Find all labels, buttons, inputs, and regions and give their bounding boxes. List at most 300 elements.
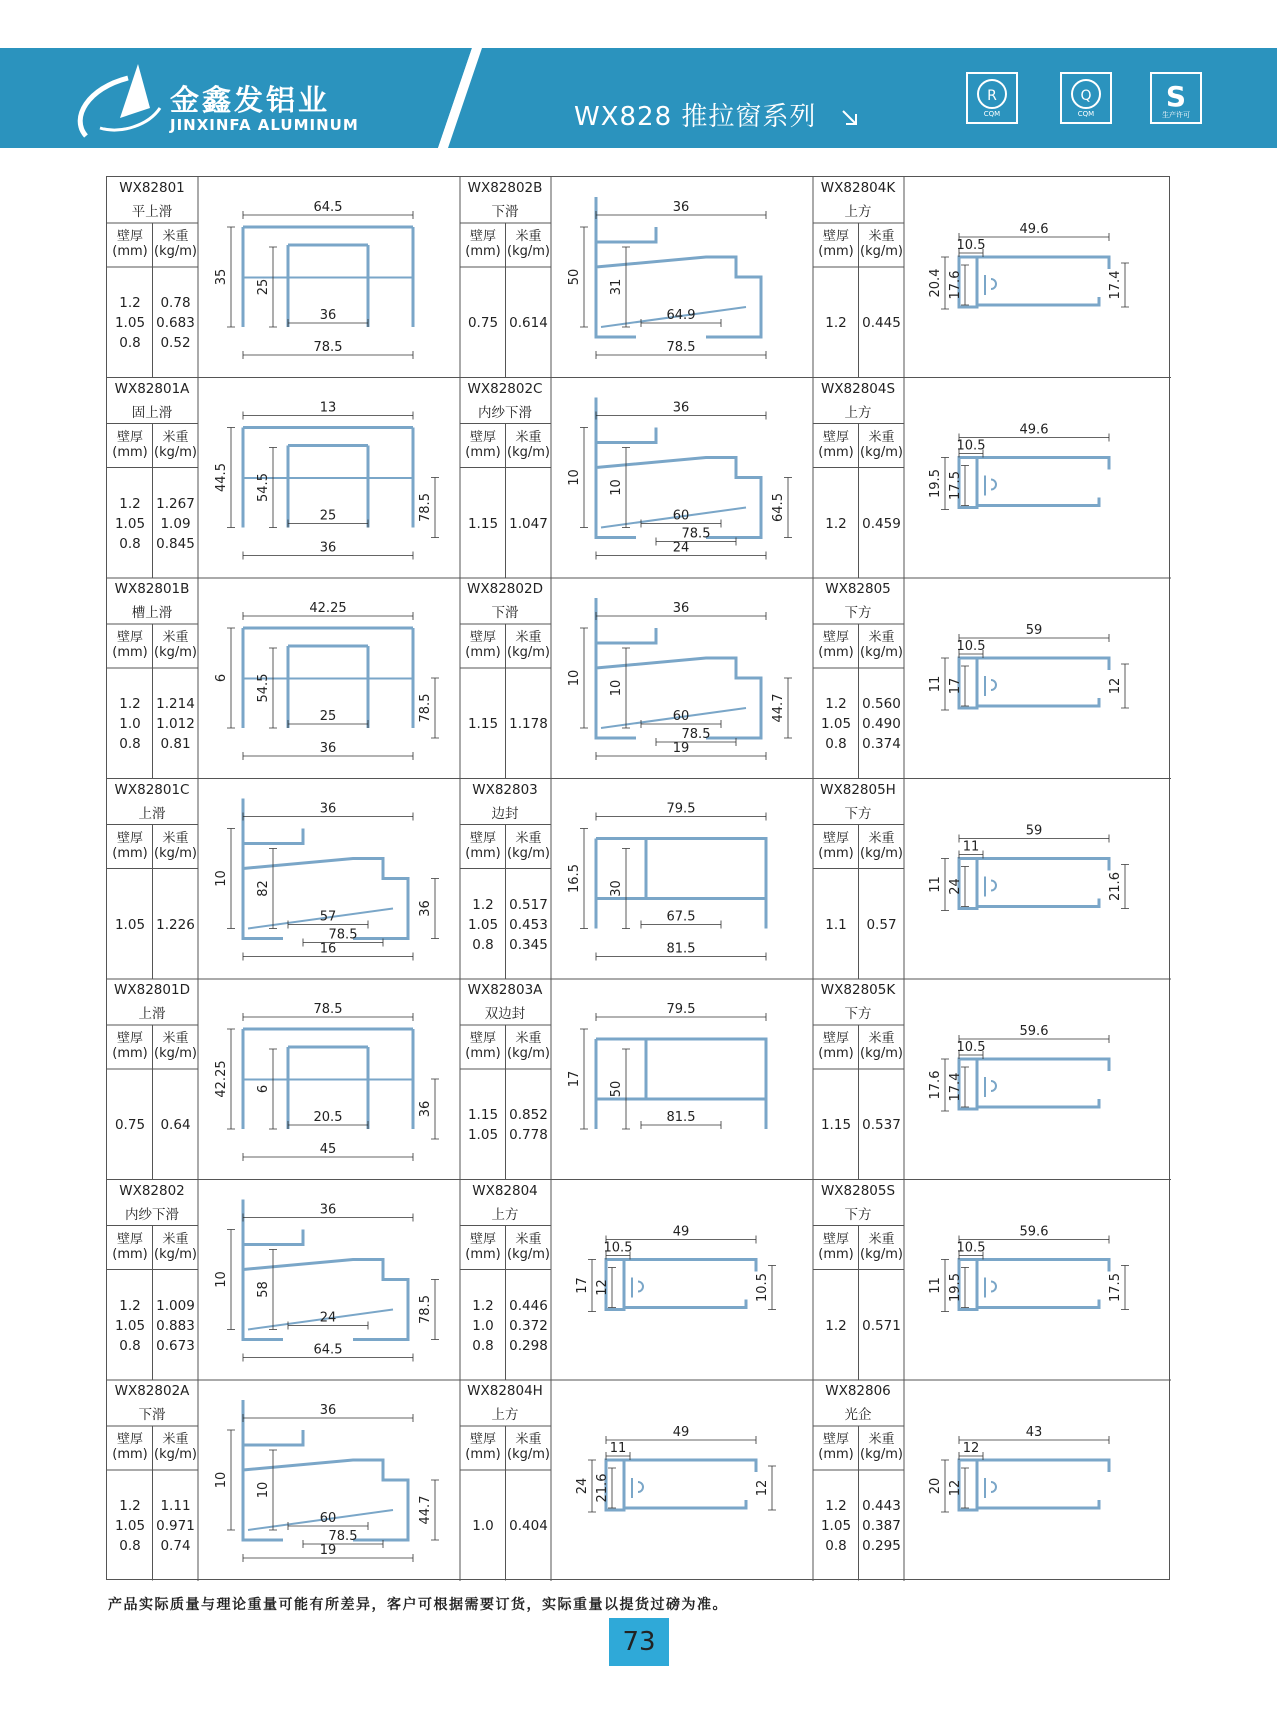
thickness-unit: (mm) (818, 244, 854, 259)
dimension-label: 81.5 (666, 941, 696, 957)
weight-value: 0.453 (509, 916, 548, 933)
profile-name: 边封 (491, 805, 519, 822)
thickness-value: 0.8 (119, 1337, 141, 1354)
weight-header: 米重 (515, 429, 542, 445)
weight-unit: (kg/m) (860, 244, 903, 259)
profile-drawing-wx82803a (567, 1002, 766, 1129)
thickness-unit: (mm) (818, 645, 854, 660)
weight-value: 0.852 (509, 1107, 548, 1124)
weight-unit: (kg/m) (154, 1447, 197, 1462)
profile-name: 上方 (844, 404, 872, 421)
dimension-label: 24 (575, 1477, 590, 1495)
page-number: 73 (609, 1618, 669, 1666)
profile-code: WX82801B (114, 581, 190, 597)
thickness-value: 1.1 (825, 916, 847, 933)
weight-header: 米重 (162, 229, 189, 244)
thickness-header: 壁厚 (116, 1031, 143, 1046)
dimension-label: 50 (567, 268, 582, 286)
weight-value: 0.490 (862, 716, 901, 733)
profile-name: 光企 (844, 1407, 872, 1423)
thickness-unit: (mm) (112, 645, 148, 660)
profile-drawing-wx82803 (567, 802, 766, 961)
weight-value: 0.374 (862, 736, 901, 753)
dimension-label: 10 (567, 669, 582, 687)
dimension-label: 49.6 (1019, 422, 1049, 438)
dimension-label: 42.25 (214, 1060, 229, 1098)
thickness-header: 壁厚 (822, 1231, 849, 1247)
dimension-label: 10.5 (956, 438, 986, 454)
profile-drawing-wx82802c (567, 398, 792, 560)
thickness-value: 1.2 (472, 1297, 494, 1314)
profile-code: WX82803 (472, 781, 538, 798)
thickness-header: 壁厚 (469, 1031, 496, 1046)
profile-drawing-wx82802a (214, 1400, 439, 1562)
profile-code: WX82802D (467, 581, 543, 597)
profile-name: 上滑 (138, 805, 166, 822)
dimension-label: 17.4 (1108, 270, 1123, 300)
profile-drawing-wx82802b (567, 197, 766, 359)
weight-unit: (kg/m) (860, 1246, 903, 1262)
dimension-label: 10.5 (755, 1273, 770, 1302)
dimension-label: 11 (928, 675, 943, 693)
profile-name: 平上滑 (131, 204, 173, 220)
weight-header: 米重 (868, 1231, 895, 1247)
thickness-value: 1.2 (472, 896, 494, 913)
thickness-value: 0.8 (119, 535, 141, 552)
weight-header: 米重 (515, 1231, 542, 1247)
weight-value: 0.445 (862, 315, 901, 332)
thickness-value: 1.2 (825, 315, 847, 332)
dimension-label: 79.5 (666, 1002, 696, 1017)
weight-value: 1.09 (160, 515, 191, 532)
dimension-label: 12 (595, 1279, 610, 1296)
dimension-label: 17.6 (928, 1070, 943, 1100)
thickness-value: 1.2 (119, 1297, 141, 1314)
dimension-label: 19 (319, 1543, 337, 1558)
dimension-label: 10 (567, 469, 582, 486)
weight-unit: (kg/m) (860, 1046, 903, 1061)
dimension-label: 81.5 (666, 1110, 696, 1125)
dimension-label: 54.5 (256, 473, 271, 502)
dimension-label: 17.4 (948, 1072, 963, 1102)
profile-name: 固上滑 (131, 404, 173, 421)
thickness-header: 壁厚 (116, 1432, 143, 1447)
dimension-label: 44.7 (418, 1495, 433, 1525)
dimension-label: 6 (256, 1084, 271, 1094)
thickness-value: 1.2 (119, 1498, 141, 1515)
thickness-value: 1.05 (467, 916, 499, 933)
dimension-label: 10 (214, 1471, 229, 1489)
profile-code: WX82801A (114, 380, 190, 397)
dimension-label: 58 (256, 1281, 271, 1298)
thickness-header: 壁厚 (822, 429, 849, 445)
dimension-label: 17.5 (948, 471, 963, 500)
dimension-label: 36 (672, 200, 690, 215)
dimension-label: 79.5 (666, 801, 696, 817)
thickness-header: 壁厚 (469, 830, 496, 846)
weight-value: 0.571 (862, 1317, 901, 1334)
thickness-value: 1.15 (467, 1107, 499, 1124)
dimension-label: 19.5 (948, 1273, 963, 1302)
dimension-label: 54.5 (256, 673, 271, 703)
profile-name: 上方 (491, 1407, 519, 1423)
dimension-label: 78.5 (418, 693, 433, 723)
thickness-value: 1.05 (114, 916, 146, 933)
thickness-value: 1.15 (820, 1117, 852, 1134)
dimension-label: 25 (319, 508, 337, 524)
thickness-value: 1.0 (472, 1518, 494, 1535)
thickness-value: 0.8 (472, 1337, 494, 1354)
profile-drawing-wx82805s (928, 1225, 1129, 1312)
weight-value: 0.560 (862, 696, 901, 713)
thickness-header: 壁厚 (116, 630, 143, 645)
dimension-label: 13 (319, 400, 337, 416)
dimension-label: 10.5 (603, 1240, 633, 1256)
thickness-value: 1.0 (472, 1317, 494, 1334)
profile-code: WX82805 (825, 581, 891, 597)
thickness-value: 1.2 (825, 1498, 847, 1515)
profile-name: 上方 (844, 204, 872, 220)
profile-drawing-wx82801c (214, 799, 439, 961)
dimension-label: 36 (319, 801, 337, 817)
thickness-header: 壁厚 (822, 830, 849, 846)
weight-value: 0.883 (156, 1317, 195, 1334)
weight-header: 米重 (868, 830, 895, 846)
profile-drawing-wx82804 (575, 1225, 776, 1312)
weight-value: 0.295 (862, 1538, 901, 1555)
dimension-label: 17 (567, 1070, 582, 1088)
weight-value: 1.178 (509, 716, 548, 733)
weight-value: 0.52 (160, 335, 191, 352)
thickness-unit: (mm) (818, 1046, 854, 1061)
thickness-value: 1.05 (114, 1518, 146, 1535)
weight-header: 米重 (515, 830, 542, 846)
weight-value: 0.78 (160, 295, 191, 312)
grid-lines-and-drawings (107, 177, 1171, 1581)
dimension-label: 16 (319, 941, 337, 957)
weight-header: 米重 (162, 830, 189, 846)
dimension-label: 11 (962, 839, 980, 855)
dimension-label: 36 (672, 400, 690, 416)
weight-value: 0.778 (509, 1127, 548, 1144)
dimension-label: 19 (672, 741, 690, 756)
weight-value: 0.446 (509, 1297, 548, 1314)
dimension-label: 6 (214, 673, 229, 683)
weight-unit: (kg/m) (154, 845, 197, 861)
dimension-label: 24 (948, 878, 963, 895)
thickness-value: 0.8 (119, 736, 141, 753)
thickness-unit: (mm) (465, 444, 501, 460)
arrow-down-right-icon (840, 108, 860, 128)
thickness-value: 0.8 (825, 1538, 847, 1555)
weight-value: 1.012 (156, 716, 195, 733)
thickness-header: 壁厚 (822, 1031, 849, 1046)
profile-code: WX82806 (825, 1383, 891, 1399)
weight-value: 0.404 (509, 1518, 548, 1535)
weight-header: 米重 (162, 630, 189, 645)
thickness-unit: (mm) (112, 845, 148, 861)
thickness-value: 1.05 (820, 1518, 852, 1535)
weight-value: 0.614 (509, 315, 548, 332)
profile-drawing-wx82805h (928, 824, 1129, 911)
dimension-label: 20 (928, 1477, 943, 1495)
dimension-label: 12 (948, 1479, 963, 1497)
dimension-label: 60 (672, 508, 690, 524)
profile-drawing-wx82805k (928, 1024, 1109, 1111)
footer-note: 产品实际质量与理论重量可能有所差异，客户可根据需要订货，实际重量以提货过磅为准。 (108, 1597, 728, 1613)
dimension-label: 59.6 (1019, 1024, 1049, 1039)
thickness-value: 1.2 (825, 515, 847, 532)
weight-value: 0.971 (156, 1518, 195, 1535)
weight-header: 米重 (162, 1031, 189, 1046)
weight-unit: (kg/m) (507, 444, 550, 460)
weight-value: 0.683 (156, 315, 195, 332)
thickness-value: 1.05 (114, 315, 146, 332)
thickness-value: 1.15 (467, 515, 499, 532)
series-title: WX828 推拉窗系列 (574, 102, 817, 132)
profile-code: WX82802C (467, 380, 543, 397)
thickness-value: 1.05 (114, 1317, 146, 1334)
thickness-header: 壁厚 (469, 429, 496, 445)
profile-drawing-wx82801a (214, 401, 439, 560)
dimension-label: 20.4 (928, 268, 943, 298)
dimension-label: 12 (755, 1479, 770, 1497)
dimension-label: 78.5 (328, 1529, 358, 1544)
dimension-label: 49.6 (1019, 222, 1049, 237)
brand-name-cn: 金鑫发铝业 (170, 83, 331, 117)
weight-unit: (kg/m) (154, 1046, 197, 1061)
thickness-unit: (mm) (465, 845, 501, 861)
dimension-label: 60 (319, 1511, 337, 1526)
dimension-label: 17.5 (1108, 1273, 1123, 1302)
weight-value: 0.517 (509, 896, 548, 913)
profile-drawing-wx82804k (928, 222, 1129, 309)
weight-header: 米重 (162, 429, 189, 445)
weight-header: 米重 (868, 630, 895, 645)
dimension-label: 49 (672, 1224, 690, 1240)
profile-code: WX82801C (114, 781, 190, 798)
weight-unit: (kg/m) (860, 1447, 903, 1462)
dimension-label: 10 (609, 679, 624, 697)
weight-unit: (kg/m) (154, 244, 197, 259)
svg-text:S: S (1165, 80, 1187, 113)
dimension-label: 57 (319, 909, 337, 925)
production-license-icon: S 生产许可 (1150, 72, 1202, 124)
dimension-label: 78.5 (418, 1295, 433, 1324)
weight-value: 0.537 (862, 1117, 901, 1134)
thickness-value: 0.8 (119, 1538, 141, 1555)
thickness-value: 1.05 (114, 515, 146, 532)
thickness-value: 0.75 (467, 315, 499, 332)
profile-name: 槽上滑 (131, 605, 173, 621)
weight-value: 0.673 (156, 1337, 195, 1354)
profile-drawing-wx82804h (575, 1425, 776, 1512)
weight-value: 1.11 (160, 1498, 191, 1515)
thickness-unit: (mm) (818, 1246, 854, 1262)
weight-value: 1.226 (156, 916, 195, 933)
thickness-value: 0.8 (119, 335, 141, 352)
thickness-header: 壁厚 (116, 1231, 143, 1247)
weight-unit: (kg/m) (507, 1046, 550, 1061)
dimension-label: 19.5 (928, 469, 943, 498)
weight-unit: (kg/m) (507, 244, 550, 259)
dimension-label: 36 (319, 1403, 337, 1418)
thickness-header: 壁厚 (822, 229, 849, 244)
dimension-label: 42.25 (309, 601, 347, 616)
profile-name: 下滑 (491, 204, 519, 220)
profile-code: WX82805H (820, 781, 896, 798)
profile-code: WX82802A (114, 1383, 190, 1399)
profile-drawing-wx82804s (928, 423, 1109, 510)
thickness-value: 1.05 (467, 1127, 499, 1144)
weight-value: 1.267 (156, 495, 195, 512)
profile-code: WX82805K (820, 982, 896, 998)
profile-name: 下方 (844, 605, 872, 621)
dimension-label: 36 (418, 900, 433, 917)
weight-header: 米重 (515, 229, 542, 244)
thickness-value: 1.2 (119, 696, 141, 713)
dimension-label: 43 (1025, 1425, 1043, 1440)
dimension-label: 10 (609, 479, 624, 496)
dimension-label: 78.5 (313, 1002, 343, 1017)
thickness-header: 壁厚 (822, 630, 849, 645)
thickness-header: 壁厚 (822, 1432, 849, 1447)
profile-name: 上方 (491, 1206, 519, 1223)
thickness-value: 1.2 (825, 1317, 847, 1334)
dimension-label: 67.5 (666, 909, 696, 925)
weight-value: 1.009 (156, 1297, 195, 1314)
weight-value: 0.459 (862, 515, 901, 532)
dimension-label: 11 (928, 1277, 943, 1294)
profile-drawing-wx82805 (928, 623, 1129, 710)
weight-value: 0.57 (866, 916, 897, 933)
dimension-label: 36 (319, 1202, 337, 1218)
dimension-label: 36 (319, 741, 337, 756)
profile-name: 内纱下滑 (125, 1206, 179, 1223)
weight-unit: (kg/m) (860, 645, 903, 660)
dimension-label: 78.5 (418, 493, 433, 522)
dimension-label: 10.5 (956, 238, 986, 253)
weight-unit: (kg/m) (507, 1246, 550, 1262)
dimension-label: 78.5 (313, 340, 343, 355)
weight-unit: (kg/m) (154, 645, 197, 660)
profile-code: WX82801D (114, 982, 190, 998)
thickness-value: 1.15 (467, 716, 499, 733)
profile-drawing-wx82802d (567, 598, 792, 760)
thickness-unit: (mm) (112, 244, 148, 259)
thickness-header: 壁厚 (469, 229, 496, 244)
dimension-label: 36 (672, 601, 690, 616)
thickness-value: 0.8 (825, 736, 847, 753)
thickness-unit: (mm) (112, 1246, 148, 1262)
profile-drawing-wx82806 (928, 1425, 1109, 1512)
weight-unit: (kg/m) (860, 444, 903, 460)
brand-name-en: JINXINFA ALUMINUM (170, 116, 359, 134)
profile-code: WX82804K (820, 180, 896, 196)
dimension-label: 12 (962, 1441, 980, 1456)
dimension-label: 24 (319, 1310, 337, 1326)
weight-header: 米重 (162, 1231, 189, 1247)
thickness-unit: (mm) (465, 645, 501, 660)
thickness-unit: (mm) (465, 244, 501, 259)
weight-value: 0.64 (160, 1117, 191, 1134)
weight-value: 1.214 (156, 696, 195, 713)
thickness-header: 壁厚 (469, 630, 496, 645)
thickness-unit: (mm) (818, 845, 854, 861)
weight-value: 0.387 (862, 1518, 901, 1535)
thickness-unit: (mm) (465, 1246, 501, 1262)
weight-unit: (kg/m) (507, 845, 550, 861)
profile-name: 双边封 (484, 1006, 526, 1022)
weight-header: 米重 (162, 1432, 189, 1447)
dimension-label: 78.5 (328, 927, 358, 943)
weight-header: 米重 (515, 1031, 542, 1046)
thickness-header: 壁厚 (469, 1432, 496, 1447)
weight-value: 0.298 (509, 1337, 548, 1354)
weight-value: 0.345 (509, 936, 548, 953)
profile-catalog-grid (106, 176, 1170, 1580)
dimension-label: 10.5 (956, 1240, 986, 1256)
thickness-header: 壁厚 (116, 229, 143, 244)
cqm-quality-cert-icon: Q CQM (1060, 72, 1112, 124)
thickness-value: 1.2 (119, 495, 141, 512)
dimension-label: 59 (1025, 823, 1043, 839)
dimension-label: 82 (256, 880, 271, 897)
weight-unit: (kg/m) (154, 1246, 197, 1262)
dimension-label: 59 (1025, 623, 1043, 638)
profile-name: 下方 (844, 1006, 872, 1022)
dimension-label: 49 (672, 1425, 690, 1440)
dimension-label: 50 (609, 1080, 624, 1098)
dimension-label: 78.5 (666, 340, 696, 355)
dimension-label: 11 (609, 1441, 627, 1456)
dimension-label: 64.9 (666, 308, 696, 323)
dimension-label: 11 (928, 876, 943, 893)
profile-code: WX82804 (472, 1182, 538, 1199)
thickness-unit: (mm) (818, 444, 854, 460)
weight-value: 0.81 (160, 736, 191, 753)
dimension-label: 30 (609, 880, 624, 897)
weight-header: 米重 (515, 1432, 542, 1447)
profile-drawing-wx82801d (214, 1002, 439, 1161)
weight-value: 0.845 (156, 535, 195, 552)
dimension-label: 17 (948, 677, 963, 695)
profile-drawing-wx82802 (214, 1200, 439, 1362)
dimension-label: 10 (214, 870, 229, 887)
dimension-label: 45 (319, 1142, 337, 1157)
weight-unit: (kg/m) (860, 845, 903, 861)
profile-code: WX82804H (467, 1383, 543, 1399)
header-banner (0, 48, 1277, 148)
thickness-value: 1.05 (820, 716, 852, 733)
weight-header: 米重 (868, 229, 895, 244)
profile-code: WX82804S (820, 380, 896, 397)
dimension-label: 25 (256, 278, 271, 296)
weight-unit: (kg/m) (507, 1447, 550, 1462)
weight-header: 米重 (515, 630, 542, 645)
svg-text:Q: Q (1080, 88, 1092, 104)
dimension-label: 16.5 (567, 864, 582, 893)
thickness-value: 1.0 (119, 716, 141, 733)
dimension-label: 59.6 (1019, 1224, 1049, 1240)
profile-name: 下滑 (138, 1407, 166, 1423)
weight-value: 1.047 (509, 515, 548, 532)
weight-header: 米重 (868, 1432, 895, 1447)
thickness-unit: (mm) (112, 1447, 148, 1462)
profile-code: WX82805S (820, 1182, 896, 1199)
weight-value: 0.74 (160, 1538, 191, 1555)
profile-code: WX82801 (119, 180, 185, 196)
